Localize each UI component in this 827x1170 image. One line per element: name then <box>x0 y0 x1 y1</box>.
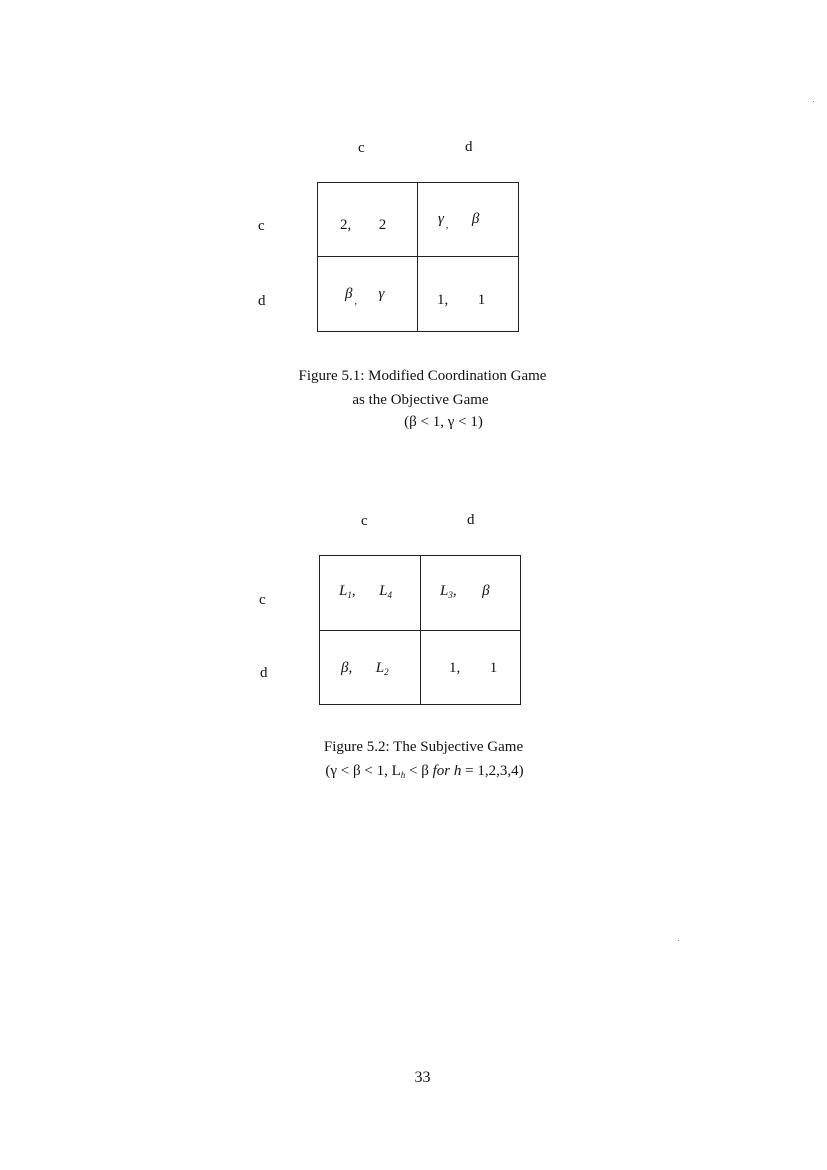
cell-dc <box>341 661 389 677</box>
cell-dd-payoff-row: 1, <box>437 292 449 308</box>
scan-speck <box>813 101 814 102</box>
page-number: 33 <box>414 1069 431 1086</box>
cell-cd <box>440 584 490 600</box>
figure-5-2-caption-condition: (γ < β < 1, $L_h < \beta$ for h = 1,2,3,4) <box>325 763 524 780</box>
cell-cc-payoff-col: $L_4$ <box>379 583 392 600</box>
cell-cd-payoff-row: γ <box>438 211 444 227</box>
cell-cc <box>340 218 386 233</box>
scan-speck <box>678 940 679 941</box>
cell-dc-payoff-col: $L_2$ <box>375 660 389 677</box>
cell-cd-payoff-col: β <box>471 211 480 227</box>
figure-5-1-caption-title: Figure 5.1: Modified Coordination Game <box>298 368 547 384</box>
col-label-d: d <box>467 512 475 528</box>
cell-cc-separator: , <box>351 583 356 599</box>
cell-dd <box>437 293 485 308</box>
matrix-divider-horizontal <box>320 630 520 631</box>
cell-dd-payoff-row: 1, <box>449 660 461 676</box>
cell-cd-payoff-col: β <box>482 583 490 599</box>
cell-cc-payoff-row: 2, <box>340 217 352 233</box>
row-label-c: c <box>258 218 265 234</box>
matrix-divider-vertical <box>417 183 418 331</box>
figure-5-1-caption-subtitle: as the Objective Game <box>352 392 489 408</box>
row-label-c: c <box>259 592 266 608</box>
cell-cd-separator: , <box>445 220 449 231</box>
cell-cc-payoff-col: 2 <box>378 217 387 233</box>
payoff-matrix <box>319 555 521 705</box>
cell-dd-payoff-col: 1 <box>477 292 486 308</box>
matrix-divider-horizontal <box>318 256 518 257</box>
cell-cc-payoff-row: $L_1$ <box>339 583 352 600</box>
col-label-d: d <box>465 139 473 155</box>
cell-dc <box>345 286 385 307</box>
cell-dc-payoff-col: γ <box>378 286 385 302</box>
figure-5-1-caption-condition: (β < 1, γ < 1) <box>404 414 483 430</box>
col-label-c: c <box>361 513 368 529</box>
cell-dc-payoff-row: β <box>345 286 353 302</box>
cell-cd <box>438 211 480 231</box>
payoff-matrix <box>317 182 519 332</box>
col-label-c: c <box>358 140 365 156</box>
cell-cc <box>339 584 392 600</box>
cell-dd <box>449 661 497 676</box>
figure-5-2-caption-title: Figure 5.2: The Subjective Game <box>323 739 524 755</box>
row-label-d: d <box>260 665 268 681</box>
cell-dc-payoff-row: β, <box>341 660 353 676</box>
row-label-d: d <box>258 293 266 309</box>
cell-cd-separator: , <box>452 583 457 599</box>
cell-dc-separator: , <box>354 296 357 307</box>
cell-cd-payoff-row: $L_3$ <box>440 583 453 600</box>
cell-dd-payoff-col: 1 <box>489 660 498 676</box>
